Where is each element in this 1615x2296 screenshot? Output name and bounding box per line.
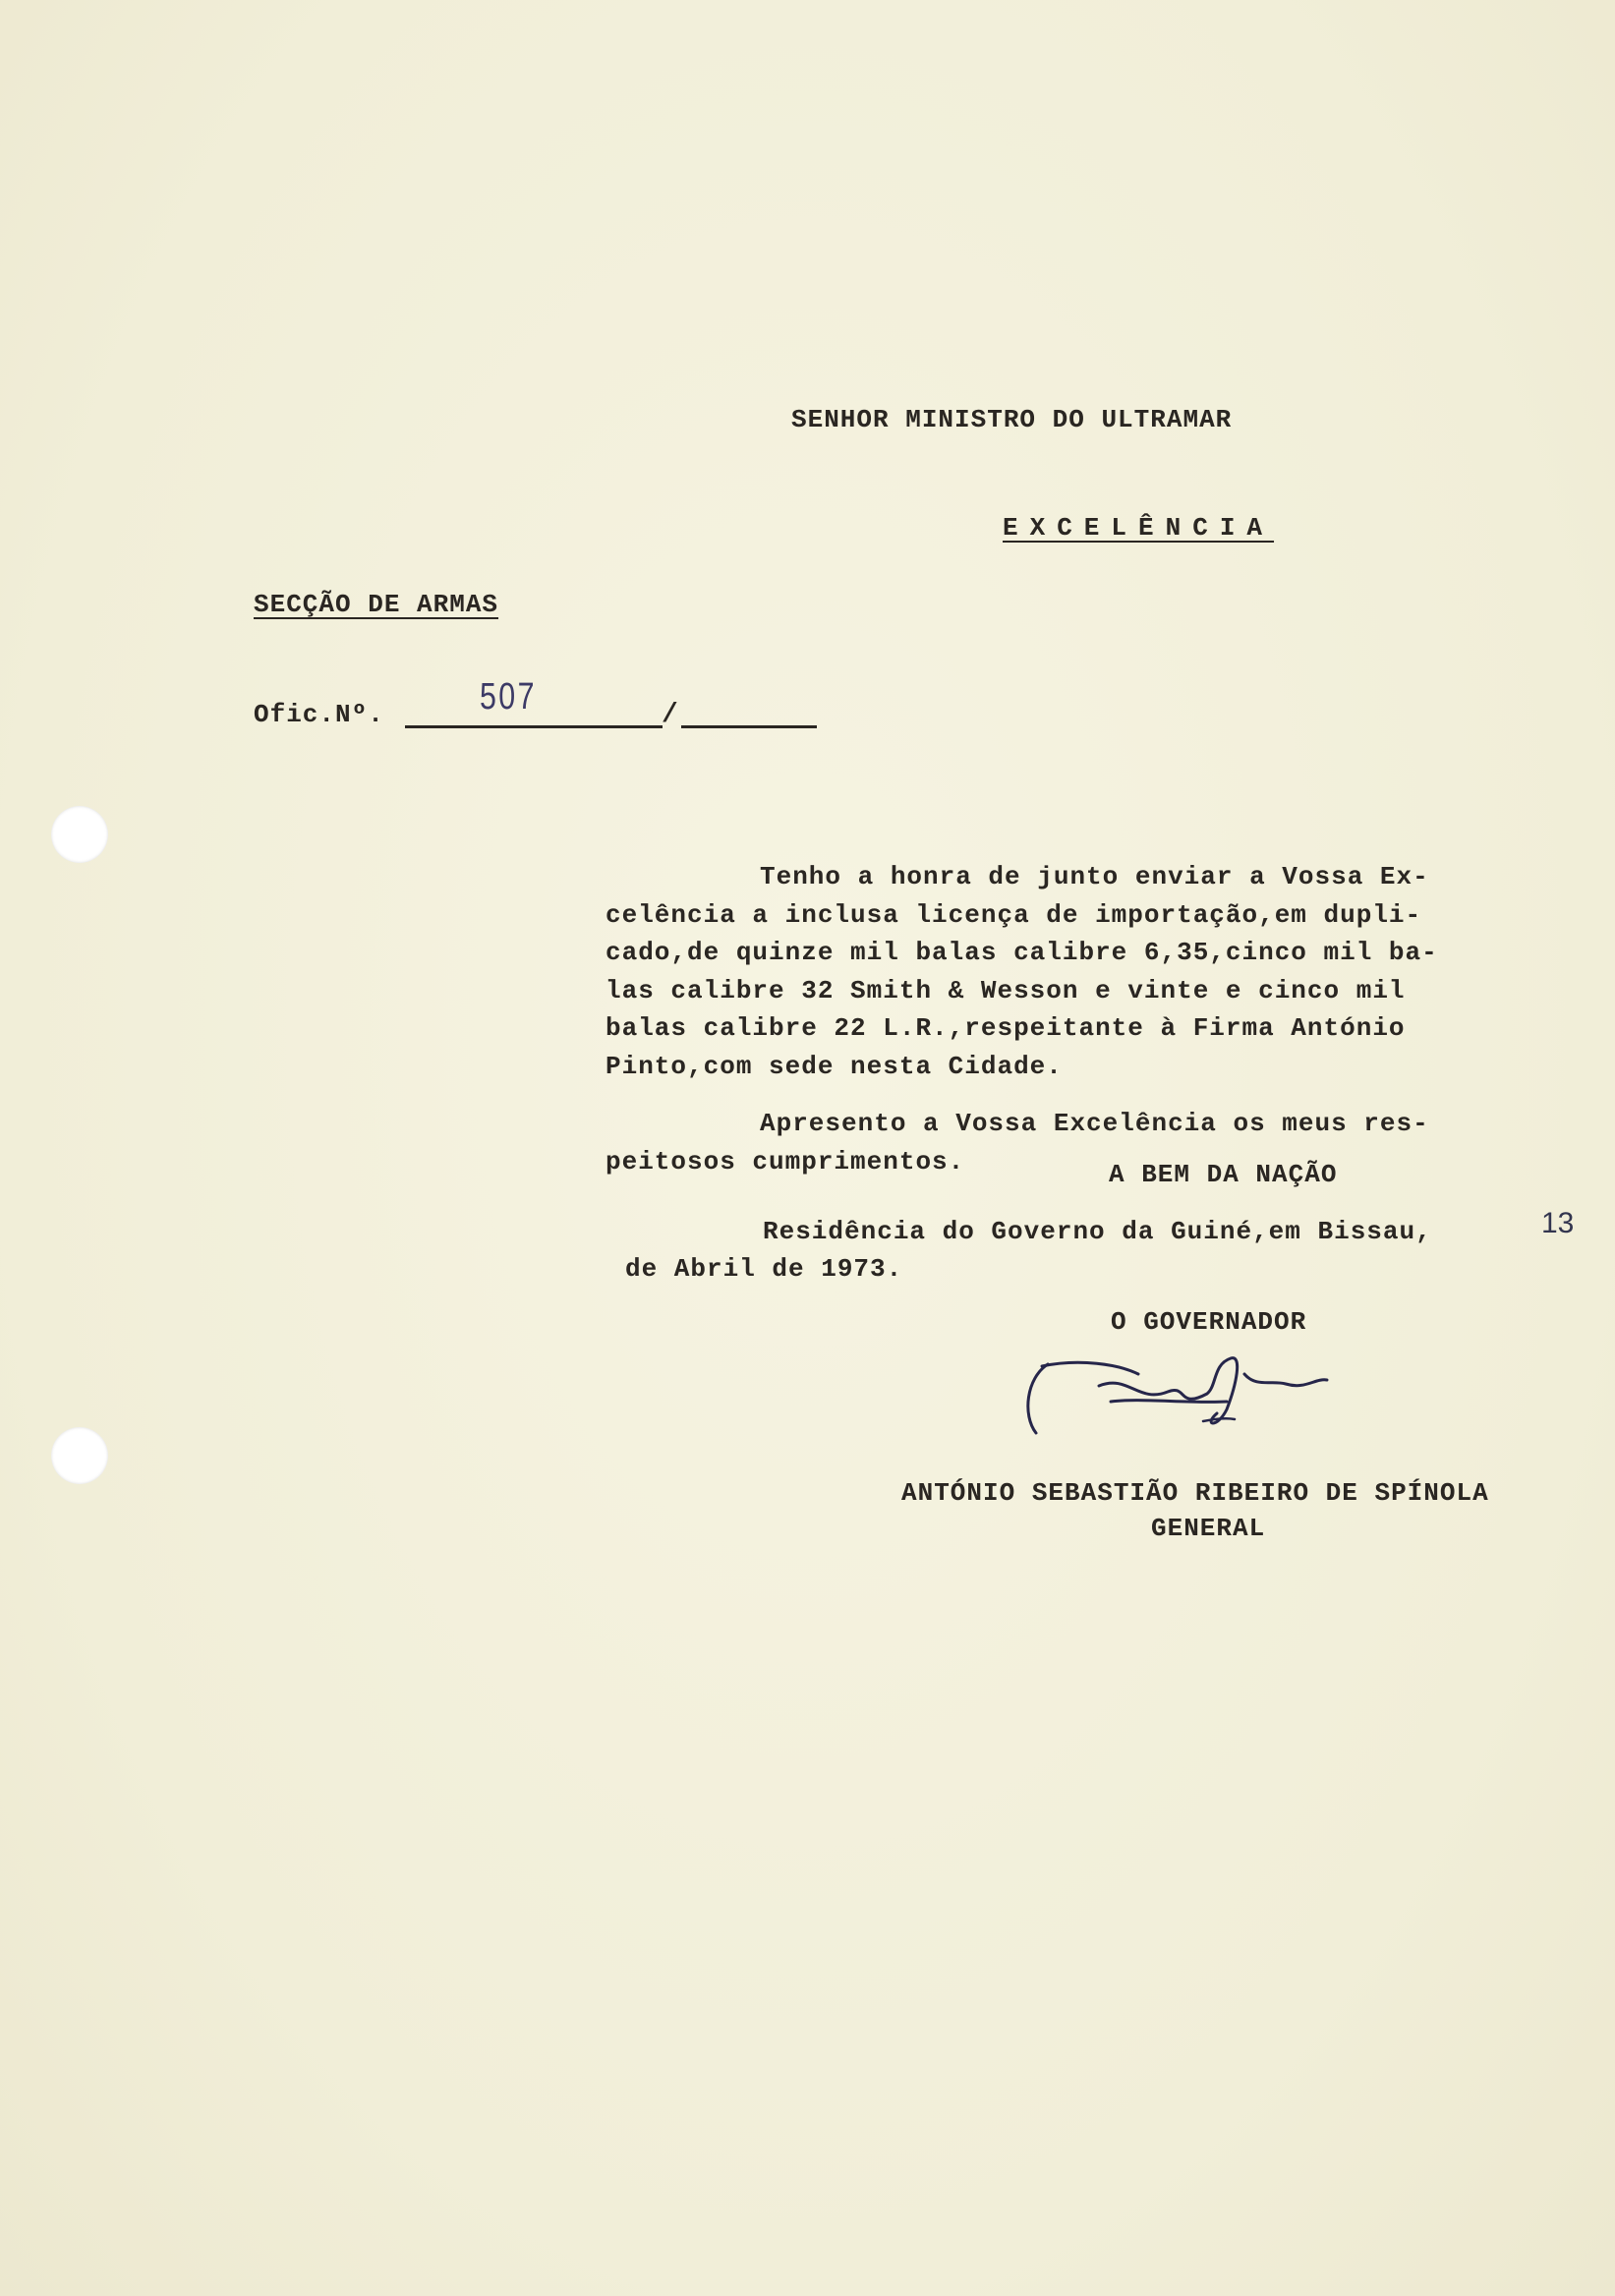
- date-line: de Abril de 1973.: [625, 1254, 903, 1284]
- body-line: las calibre 32 Smith & Wesson e vinte e cinco mil: [606, 975, 1406, 1005]
- regards-line: Apresento a Vossa Excelência os meus res-: [760, 1109, 1429, 1138]
- ofic-number-line: [405, 725, 663, 728]
- addressee: SENHOR MINISTRO DO ULTRAMAR: [791, 405, 1233, 434]
- signer-name: ANTÓNIO SEBASTIÃO RIBEIRO DE SPÍNOLA: [901, 1478, 1489, 1508]
- signer-rank: GENERAL: [1151, 1514, 1266, 1543]
- body-line: balas calibre 22 L.R.,respeitante à Firma António: [606, 1013, 1406, 1043]
- body-line: cado,de quinze mil balas calibre 6,35,cinco mil ba-: [606, 938, 1438, 967]
- body-line: celência a inclusa licença de importação,em dupli-: [606, 899, 1422, 930]
- signature-icon: [1020, 1345, 1364, 1443]
- place-line: Residência do Governo da Guiné,em Bissau,: [763, 1217, 1432, 1246]
- ofic-year-line: [681, 725, 817, 728]
- ofic-number: 507: [480, 676, 537, 718]
- handwritten-day: 13: [1541, 1207, 1575, 1239]
- body-line: Tenho a honra de junto enviar a Vossa Ex-: [760, 862, 1429, 891]
- body-line: Pinto,com sede nesta Cidade.: [606, 1051, 1063, 1081]
- ofic-label: Ofic.Nº.: [254, 700, 384, 729]
- letter-body: [606, 858, 1549, 1180]
- closing: A BEM DA NAÇÃO: [1109, 1160, 1338, 1189]
- signer-title: O GOVERNADOR: [1111, 1307, 1307, 1337]
- regards-line: peitosos cumprimentos.: [606, 1146, 965, 1177]
- punch-hole-top: [51, 806, 108, 863]
- salutation: EXCELÊNCIA: [1003, 513, 1275, 543]
- section-heading: SECÇÃO DE ARMAS: [254, 590, 499, 619]
- punch-hole-bottom: [51, 1427, 108, 1484]
- ofic-separator: /: [662, 700, 678, 730]
